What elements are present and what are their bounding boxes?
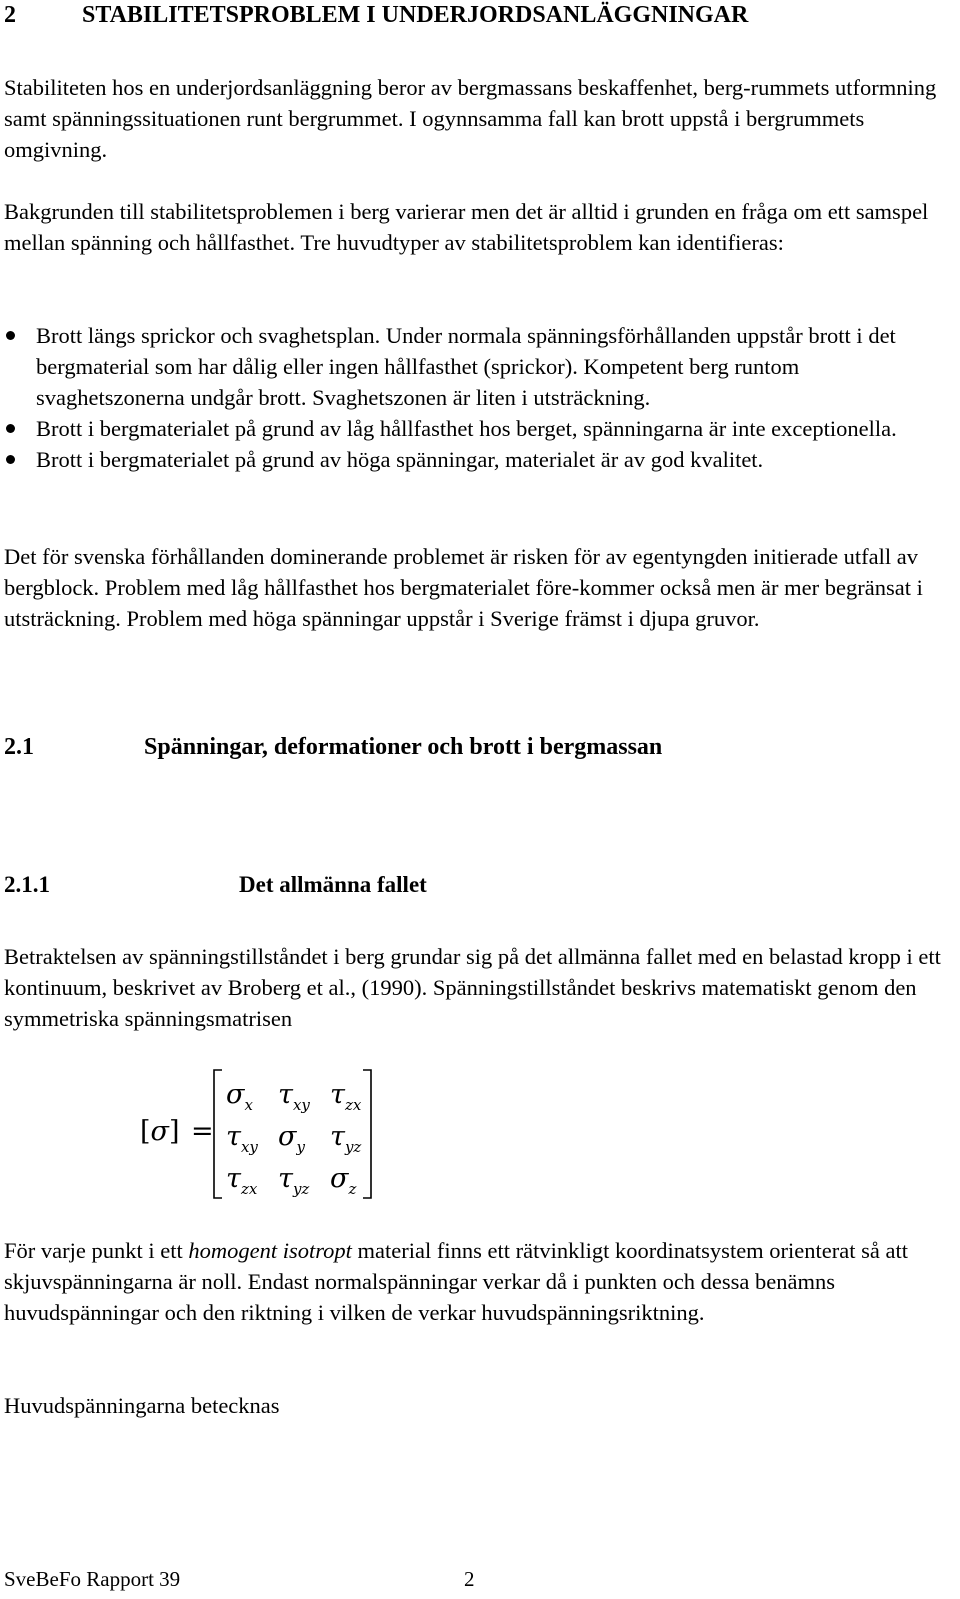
list-item (4, 320, 946, 413)
subsection-title: Det allmänna fallet (239, 872, 427, 897)
paragraph-text: Stabiliteten hos en underjordsanläggning beror av bergmassans beskaffenhet, berg-rummets utformning samt spänningssituationen runt bergrummet. I ogynnsamma fall kan brott uppstå i bergrummets omgivning. (4, 75, 937, 162)
stress-matrix-equation (140, 1068, 380, 1202)
matrix-cell: $\sigma_x$ (226, 1079, 253, 1114)
page-footer (4, 1567, 475, 1592)
lhs-open-bracket: [ (140, 1116, 151, 1147)
list-item-text: Brott längs sprickor och svaghetsplan. Under normala spänningsförhållanden uppstår brott i det bergmaterial som har dålig eller ingen hållfasthet (sprickor). Kompetent berg runtom svaghetszonerna undgår brott. Svaghetszonen är liten i utsträckning. (36, 323, 896, 410)
emphasis-text: homogent isotropt (188, 1238, 352, 1263)
list-item-text: Brott i bergmaterialet på grund av höga spänningar, materialet är av god kvalitet. (36, 447, 764, 472)
section-title: Spänningar, deformationer och brott i bergmassan (144, 734, 663, 760)
equals-sign: = (191, 1116, 214, 1147)
matrix-cell: $\tau_{xy}$ (226, 1121, 258, 1156)
lhs-close-bracket: ] (168, 1116, 180, 1147)
matrix-cell: $\tau_{zx}$ (330, 1079, 362, 1114)
matrix-cell: $\tau_{xy}$ (278, 1079, 310, 1114)
section-number: 2.1 (4, 734, 34, 760)
page-number: 2 (464, 1567, 475, 1591)
list-item-text: Brott i bergmaterialet på grund av låg hållfasthet hos berget, spänningarna är inte exceptionella. (36, 416, 897, 441)
paragraph-notation (4, 1390, 946, 1421)
list-item (4, 413, 946, 444)
sigma-symbol: σ (150, 1116, 169, 1147)
bullet-icon (6, 424, 15, 433)
bullet-icon (6, 455, 15, 464)
list-item (4, 444, 946, 475)
chapter-title: STABILITETSPROBLEM I UNDERJORDSANLÄGGNINGAR (82, 2, 749, 28)
matrix-cell: $\tau_{yz}$ (330, 1121, 362, 1156)
paragraph-text: För varje punkt i ett homogent isotropt material finns ett rätvinkligt koordinatsystem orienterat så att skjuvspänningarna är noll. Endast normalspänningar verkar då i punkten och dessa benämns huvudspänningar och den riktning i vilken de verkar huvudspänningsriktning. (4, 1238, 908, 1325)
bullet-icon (6, 331, 15, 340)
chapter-heading (4, 2, 748, 29)
matrix-cell: $\tau_{yz}$ (278, 1163, 310, 1198)
paragraph-stress-state (4, 941, 946, 1034)
report-name: SveBeFo Rapport 39 (4, 1567, 181, 1591)
paragraph-swedish-conditions (4, 541, 946, 634)
matrix-cell: $\sigma_z$ (330, 1163, 357, 1198)
paragraph-principal-stresses (4, 1235, 946, 1328)
paragraph-text: Det för svenska förhållanden dominerande problemet är risken för av egentyngden initierade utfall av bergblock. Problem med låg hållfasthet hos bergmaterialet före-kommer också men är mer begränsat i utsträckning. Problem med höga spänningar uppstår i Sverige främst i djupa gruvor. (4, 544, 923, 631)
subsection-heading (4, 872, 427, 898)
paragraph-text: Betraktelsen av spänningstillståndet i berg grundar sig på det allmänna fallet med en belastad kropp i ett kontinuum, beskrivet av Broberg et al., (1990). Spänningstillståndet beskrivs matematiskt genom den symmetriska spänningsmatrisen (4, 944, 941, 1031)
paragraph-background (4, 196, 946, 258)
matrix-cell: $\sigma_y$ (278, 1121, 305, 1156)
subsection-number: 2.1.1 (4, 872, 50, 897)
section-heading (4, 734, 662, 761)
matrix-cell: $\tau_{zx}$ (226, 1163, 258, 1198)
paragraph-text: Bakgrunden till stabilitetsproblemen i berg varierar men det är alltid i grunden en fråga om ett samspel mellan spänning och hållfasthet. Tre huvudtyper av stabilitetsproblem kan identifieras: (4, 199, 929, 255)
chapter-number: 2 (4, 2, 16, 28)
paragraph-intro (4, 72, 946, 165)
bullet-list (4, 320, 946, 475)
paragraph-text: Huvudspänningarna betecknas (4, 1393, 280, 1418)
